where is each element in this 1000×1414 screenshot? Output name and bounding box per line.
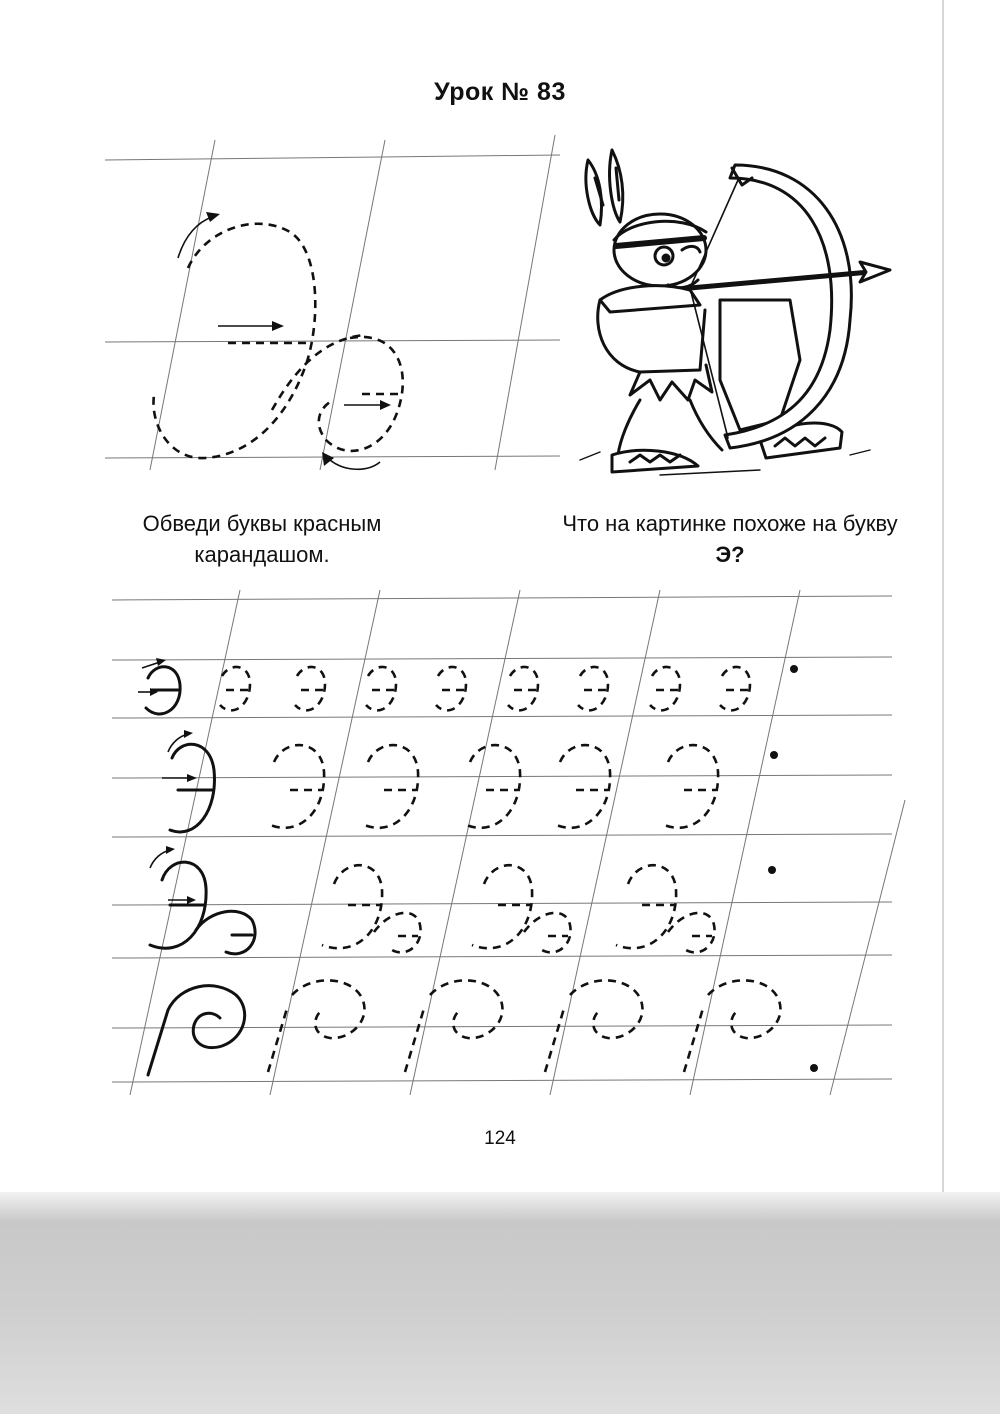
page-number: 124	[484, 1128, 516, 1149]
dashed-ee-row	[322, 865, 715, 952]
practice-ruling	[112, 590, 905, 1095]
question-text: Что на картинке похоже на букву	[562, 511, 898, 536]
dashed-small-e-row	[220, 667, 750, 710]
lesson-title: Урок № 83	[434, 78, 566, 106]
question-letter: Э?	[715, 542, 745, 567]
dashed-capital-e-row	[268, 745, 718, 828]
practice-row-1	[138, 658, 798, 714]
instruction-trace-letters: Обведи буквы красным карандашом.	[142, 511, 382, 567]
practice-row-2	[162, 730, 778, 832]
practice-row-3	[150, 846, 776, 954]
